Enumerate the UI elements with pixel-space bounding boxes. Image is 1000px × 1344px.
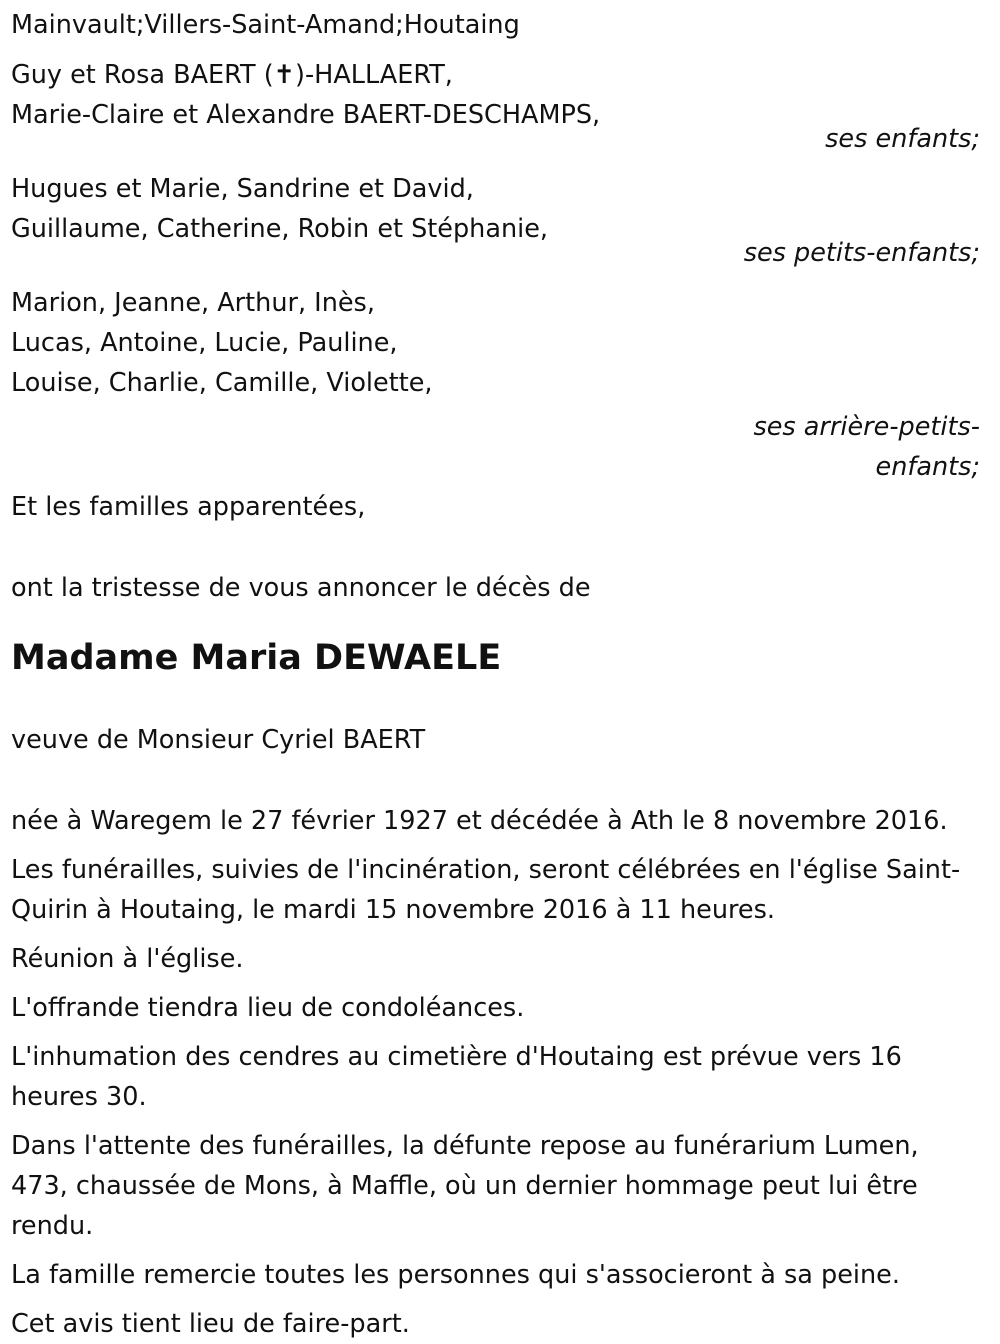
- offering: L'offrande tiendra lieu de condoléances.: [11, 993, 525, 1023]
- great-grandchildren-line-1: Marion, Jeanne, Arthur, Inès,: [11, 288, 375, 318]
- great-grandchildren-line-3: Louise, Charlie, Camille, Violette,: [11, 368, 433, 398]
- announcement: ont la tristesse de vous annoncer le décès de: [11, 573, 591, 603]
- great-grandchildren-line-2: Lucas, Antoine, Lucie, Pauline,: [11, 328, 398, 358]
- funeral-info: [11, 850, 990, 930]
- children-line-2: Marie-Claire et Alexandre BAERT-DESCHAMPS,: [11, 100, 601, 130]
- funeral-line-2: Quirin à Houtaing, le mardi 15 novembre 2016 à 11 heures.: [11, 895, 775, 925]
- birth-death: née à Waregem le 27 février 1927 et décédée à Ath le 8 novembre 2016.: [11, 806, 948, 836]
- great-grandchildren-block: [11, 283, 990, 487]
- children-block: [11, 55, 990, 159]
- widow-of: veuve de Monsieur Cyriel BAERT: [11, 725, 426, 755]
- related-families: Et les familles apparentées,: [11, 492, 366, 522]
- great-grandchildren-role-2: enfants;: [875, 452, 980, 482]
- children-role: ses enfants;: [825, 124, 980, 154]
- funeral-line-1: Les funérailles, suivies de l'incinération, seront célébrées en l'église Saint-: [11, 855, 961, 885]
- grandchildren-role: ses petits-enfants;: [743, 238, 980, 268]
- repose-line-2: 473, chaussée de Mons, à Maffle, où un dernier hommage peut lui être: [11, 1171, 918, 1201]
- repose-line-1: Dans l'attente des funérailles, la défunte repose au funérarium Lumen,: [11, 1131, 919, 1161]
- deceased-name: Madame Maria DEWAELE: [11, 638, 502, 678]
- burial-line-2: heures 30.: [11, 1082, 147, 1112]
- children-line-1: Guy et Rosa BAERT (✝)-HALLAERT,: [11, 60, 453, 90]
- villages-line: Mainvault;Villers-Saint-Amand;Houtaing: [11, 10, 520, 40]
- meeting: Réunion à l'église.: [11, 944, 244, 974]
- burial-info: [11, 1037, 990, 1117]
- repose-line-3: rendu.: [11, 1211, 94, 1241]
- great-grandchildren-role-1: ses arrière-petits-: [753, 412, 980, 442]
- grandchildren-line-2: Guillaume, Catherine, Robin et Stéphanie,: [11, 214, 549, 244]
- grandchildren-block: [11, 169, 990, 273]
- repose-info: [11, 1126, 990, 1246]
- thanks: La famille remercie toutes les personnes qui s'associeront à sa peine.: [11, 1260, 900, 1290]
- notice: Cet avis tient lieu de faire-part.: [11, 1309, 410, 1339]
- burial-line-1: L'inhumation des cendres au cimetière d'Houtaing est prévue vers 16: [11, 1042, 902, 1072]
- grandchildren-line-1: Hugues et Marie, Sandrine et David,: [11, 174, 474, 204]
